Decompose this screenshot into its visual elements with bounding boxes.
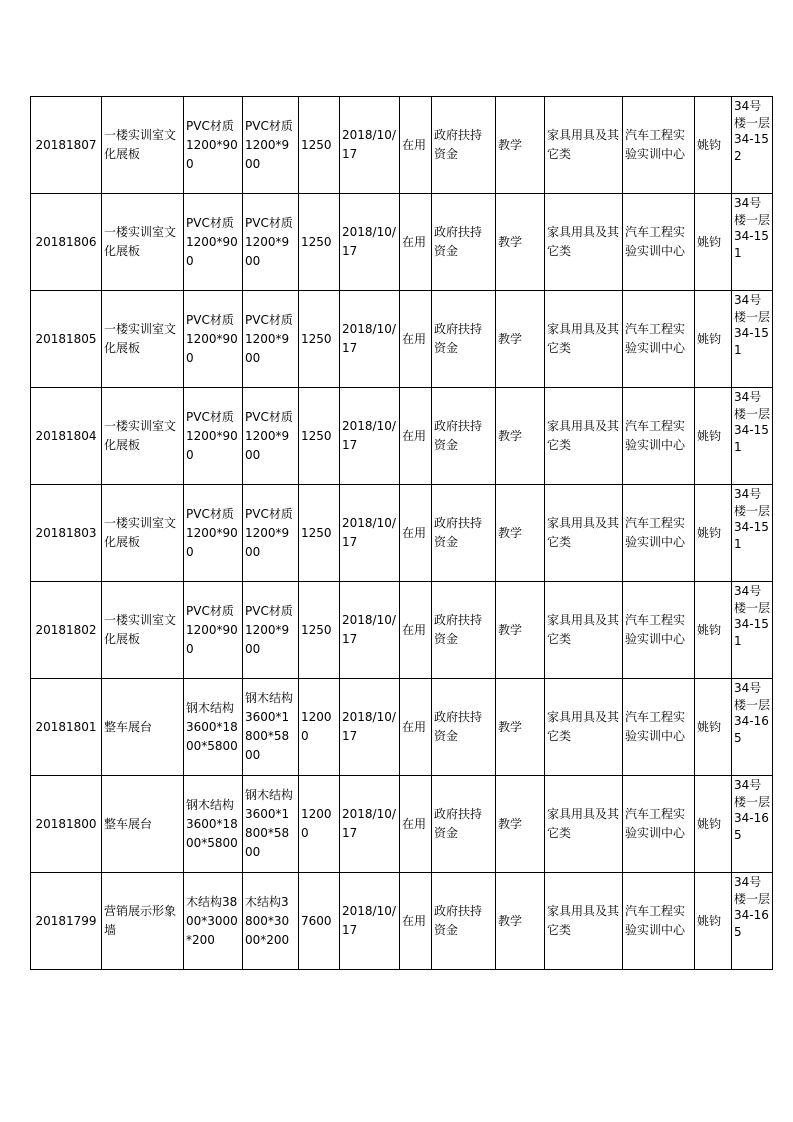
- asset-model-cell: 钢木结构3600*1800*5800: [184, 776, 243, 873]
- status-cell: 在用: [400, 291, 432, 388]
- asset-name-cell: 一楼实训室文化展板: [102, 582, 184, 679]
- funding-source-cell: 政府扶持资金: [432, 291, 496, 388]
- table-row: [31, 485, 773, 582]
- usage-cell: 教学: [496, 582, 545, 679]
- department-cell: 汽车工程实验实训中心: [623, 97, 695, 194]
- asset-spec-cell: PVC材质1200*900: [243, 97, 299, 194]
- location-cell: 34号楼一层34-165: [732, 776, 773, 873]
- asset-id-cell: 20181803: [31, 485, 102, 582]
- usage-cell: 教学: [496, 679, 545, 776]
- custodian-cell: 姚钧: [695, 485, 732, 582]
- status-cell: 在用: [400, 97, 432, 194]
- asset-name-cell: 一楼实训室文化展板: [102, 485, 184, 582]
- status-cell: 在用: [400, 776, 432, 873]
- table-row: [31, 194, 773, 291]
- asset-table: [30, 96, 773, 970]
- asset-name-cell: 一楼实训室文化展板: [102, 388, 184, 485]
- asset-spec-cell: PVC材质1200*900: [243, 291, 299, 388]
- department-cell: 汽车工程实验实训中心: [623, 291, 695, 388]
- asset-name-cell: 一楼实训室文化展板: [102, 291, 184, 388]
- asset-spec-cell: 钢木结构3600*1800*5800: [243, 679, 299, 776]
- funding-source-cell: 政府扶持资金: [432, 582, 496, 679]
- asset-id-cell: 20181801: [31, 679, 102, 776]
- table-row: [31, 291, 773, 388]
- table-row: [31, 679, 773, 776]
- asset-name-cell: 一楼实训室文化展板: [102, 97, 184, 194]
- category-cell: 家具用具及其它类: [545, 776, 623, 873]
- custodian-cell: 姚钧: [695, 194, 732, 291]
- custodian-cell: 姚钧: [695, 873, 732, 970]
- asset-id-cell: 20181807: [31, 97, 102, 194]
- asset-price-cell: 12000: [299, 776, 340, 873]
- usage-cell: 教学: [496, 97, 545, 194]
- acquire-date-cell: 2018/10/17: [340, 485, 400, 582]
- status-cell: 在用: [400, 194, 432, 291]
- custodian-cell: 姚钧: [695, 582, 732, 679]
- acquire-date-cell: 2018/10/17: [340, 873, 400, 970]
- acquire-date-cell: 2018/10/17: [340, 388, 400, 485]
- custodian-cell: 姚钧: [695, 679, 732, 776]
- usage-cell: 教学: [496, 776, 545, 873]
- asset-model-cell: 钢木结构3600*1800*5800: [184, 679, 243, 776]
- asset-name-cell: 一楼实训室文化展板: [102, 194, 184, 291]
- funding-source-cell: 政府扶持资金: [432, 776, 496, 873]
- status-cell: 在用: [400, 582, 432, 679]
- location-cell: 34号楼一层34-165: [732, 679, 773, 776]
- asset-model-cell: 木结构3800*3000*200: [184, 873, 243, 970]
- category-cell: 家具用具及其它类: [545, 582, 623, 679]
- category-cell: 家具用具及其它类: [545, 485, 623, 582]
- funding-source-cell: 政府扶持资金: [432, 194, 496, 291]
- acquire-date-cell: 2018/10/17: [340, 97, 400, 194]
- asset-id-cell: 20181805: [31, 291, 102, 388]
- custodian-cell: 姚钧: [695, 388, 732, 485]
- location-cell: 34号楼一层34-151: [732, 194, 773, 291]
- asset-model-cell: PVC材质1200*900: [184, 194, 243, 291]
- category-cell: 家具用具及其它类: [545, 873, 623, 970]
- asset-spec-cell: 木结构3800*3000*200: [243, 873, 299, 970]
- asset-price-cell: 1250: [299, 291, 340, 388]
- department-cell: 汽车工程实验实训中心: [623, 873, 695, 970]
- department-cell: 汽车工程实验实训中心: [623, 485, 695, 582]
- asset-price-cell: 1250: [299, 582, 340, 679]
- acquire-date-cell: 2018/10/17: [340, 194, 400, 291]
- table-row: [31, 97, 773, 194]
- asset-spec-cell: PVC材质1200*900: [243, 485, 299, 582]
- asset-price-cell: 1250: [299, 388, 340, 485]
- funding-source-cell: 政府扶持资金: [432, 873, 496, 970]
- location-cell: 34号楼一层34-151: [732, 291, 773, 388]
- asset-spec-cell: PVC材质1200*900: [243, 582, 299, 679]
- asset-price-cell: 1250: [299, 97, 340, 194]
- department-cell: 汽车工程实验实训中心: [623, 388, 695, 485]
- category-cell: 家具用具及其它类: [545, 291, 623, 388]
- table-row: [31, 776, 773, 873]
- asset-spec-cell: 钢木结构3600*1800*5800: [243, 776, 299, 873]
- usage-cell: 教学: [496, 291, 545, 388]
- asset-price-cell: 1250: [299, 485, 340, 582]
- status-cell: 在用: [400, 388, 432, 485]
- table-row: [31, 582, 773, 679]
- location-cell: 34号楼一层34-165: [732, 873, 773, 970]
- usage-cell: 教学: [496, 194, 545, 291]
- category-cell: 家具用具及其它类: [545, 388, 623, 485]
- asset-price-cell: 7600: [299, 873, 340, 970]
- acquire-date-cell: 2018/10/17: [340, 679, 400, 776]
- asset-name-cell: 营销展示形象墙: [102, 873, 184, 970]
- asset-model-cell: PVC材质1200*900: [184, 97, 243, 194]
- department-cell: 汽车工程实验实训中心: [623, 776, 695, 873]
- asset-spec-cell: PVC材质1200*900: [243, 388, 299, 485]
- funding-source-cell: 政府扶持资金: [432, 97, 496, 194]
- asset-name-cell: 整车展台: [102, 679, 184, 776]
- category-cell: 家具用具及其它类: [545, 97, 623, 194]
- acquire-date-cell: 2018/10/17: [340, 582, 400, 679]
- asset-model-cell: PVC材质1200*900: [184, 291, 243, 388]
- asset-model-cell: PVC材质1200*900: [184, 388, 243, 485]
- status-cell: 在用: [400, 485, 432, 582]
- usage-cell: 教学: [496, 485, 545, 582]
- funding-source-cell: 政府扶持资金: [432, 388, 496, 485]
- location-cell: 34号楼一层34-151: [732, 485, 773, 582]
- category-cell: 家具用具及其它类: [545, 679, 623, 776]
- custodian-cell: 姚钧: [695, 776, 732, 873]
- table-row: [31, 873, 773, 970]
- asset-price-cell: 12000: [299, 679, 340, 776]
- asset-price-cell: 1250: [299, 194, 340, 291]
- status-cell: 在用: [400, 679, 432, 776]
- funding-source-cell: 政府扶持资金: [432, 679, 496, 776]
- department-cell: 汽车工程实验实训中心: [623, 582, 695, 679]
- department-cell: 汽车工程实验实训中心: [623, 194, 695, 291]
- asset-id-cell: 20181804: [31, 388, 102, 485]
- acquire-date-cell: 2018/10/17: [340, 291, 400, 388]
- custodian-cell: 姚钧: [695, 291, 732, 388]
- asset-name-cell: 整车展台: [102, 776, 184, 873]
- status-cell: 在用: [400, 873, 432, 970]
- location-cell: 34号楼一层34-152: [732, 97, 773, 194]
- asset-id-cell: 20181802: [31, 582, 102, 679]
- asset-id-cell: 20181806: [31, 194, 102, 291]
- location-cell: 34号楼一层34-151: [732, 582, 773, 679]
- category-cell: 家具用具及其它类: [545, 194, 623, 291]
- location-cell: 34号楼一层34-151: [732, 388, 773, 485]
- asset-model-cell: PVC材质1200*900: [184, 485, 243, 582]
- custodian-cell: 姚钧: [695, 97, 732, 194]
- funding-source-cell: 政府扶持资金: [432, 485, 496, 582]
- asset-model-cell: PVC材质1200*900: [184, 582, 243, 679]
- usage-cell: 教学: [496, 388, 545, 485]
- asset-id-cell: 20181799: [31, 873, 102, 970]
- acquire-date-cell: 2018/10/17: [340, 776, 400, 873]
- department-cell: 汽车工程实验实训中心: [623, 679, 695, 776]
- table-row: [31, 388, 773, 485]
- asset-spec-cell: PVC材质1200*900: [243, 194, 299, 291]
- asset-id-cell: 20181800: [31, 776, 102, 873]
- usage-cell: 教学: [496, 873, 545, 970]
